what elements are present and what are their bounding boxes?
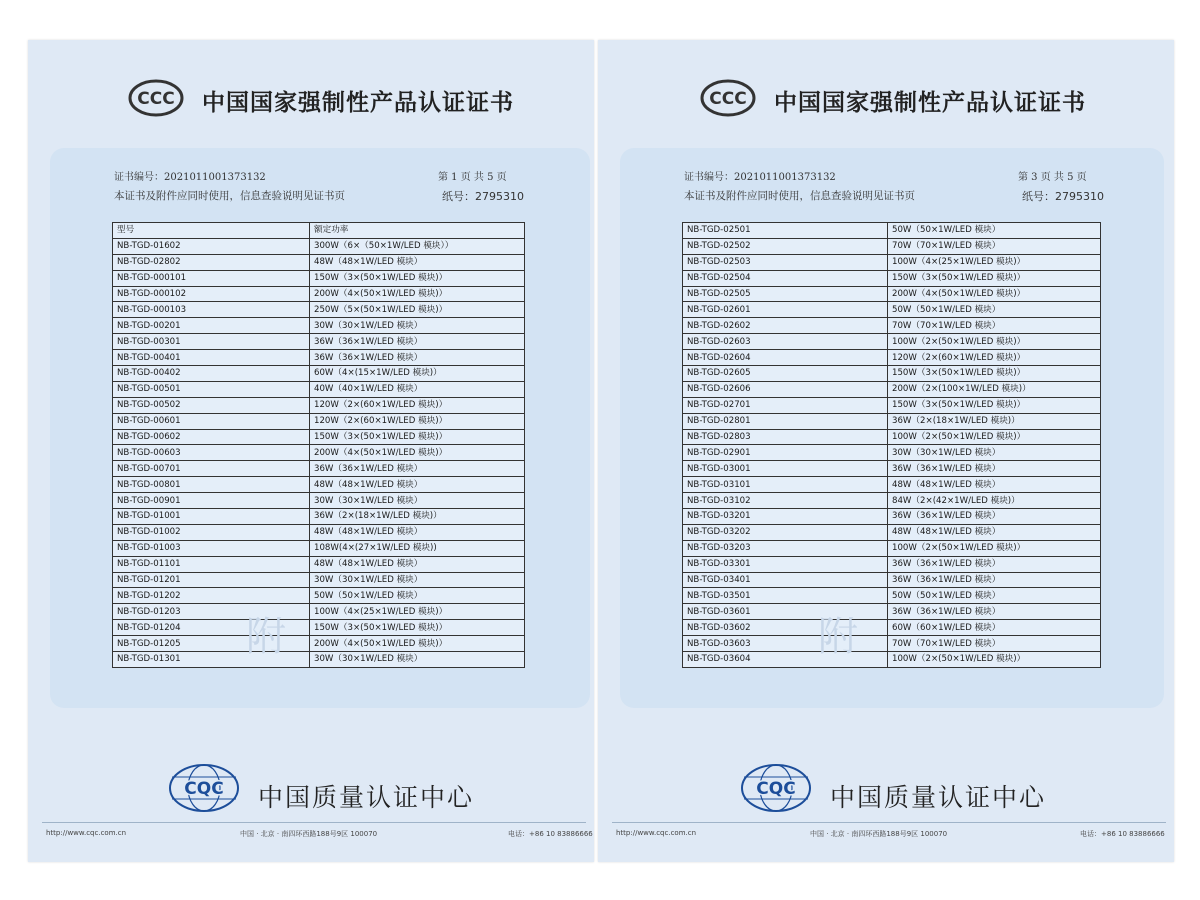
model-cell: NB-TGD-01101 [113,556,310,572]
table-row [113,524,525,540]
rated-power-cell: 150W（3×(50×1W/LED 模块)） [310,270,525,286]
rated-power-cell: 36W（2×(18×1W/LED 模块)） [888,413,1101,429]
model-cell: NB-TGD-03202 [683,524,888,540]
rated-power-cell: 100W（2×(50×1W/LED 模块)） [888,652,1101,668]
table-row [113,429,525,445]
table-row [683,381,1101,397]
usage-note: 本证书及附件应同时使用，信息查验说明见证书页 [684,190,915,202]
table-row [113,318,525,334]
table-row [683,524,1101,540]
rated-power-cell: 100W（4×(25×1W/LED 模块)） [310,604,525,620]
model-cell: NB-TGD-00701 [113,461,310,477]
table-row [683,636,1101,652]
model-cell: NB-TGD-01201 [113,572,310,588]
rated-power-cell: 70W（70×1W/LED 模块） [888,636,1101,652]
table-row [113,636,525,652]
rated-power-cell: 30W（30×1W/LED 模块） [310,493,525,509]
model-cell: NB-TGD-00401 [113,350,310,366]
certificate-page-1 [28,40,594,862]
rated-power-cell: 36W（36×1W/LED 模块） [888,509,1101,525]
rated-power-cell: 150W（3×(50×1W/LED 模块)） [310,429,525,445]
model-cell: NB-TGD-000101 [113,270,310,286]
rated-power-cell: 100W（2×(50×1W/LED 模块)） [888,540,1101,556]
model-cell: NB-TGD-01602 [113,238,310,254]
model-cell: NB-TGD-00501 [113,381,310,397]
rated-power-cell: 100W（2×(50×1W/LED 模块)） [888,334,1101,350]
model-cell: NB-TGD-01301 [113,652,310,668]
certificate-number: 证书编号：2021011001373132 [114,172,266,183]
model-cell: NB-TGD-01205 [113,636,310,652]
table-row [113,381,525,397]
rated-power-cell: 36W（36×1W/LED 模块） [310,334,525,350]
model-cell: NB-TGD-01203 [113,604,310,620]
rated-power-cell: 50W（50×1W/LED 模块） [888,588,1101,604]
table-row [683,445,1101,461]
model-cell: NB-TGD-01003 [113,540,310,556]
table-row [683,429,1101,445]
rated-power-cell: 200W（4×(50×1W/LED 模块)） [310,286,525,302]
table-row [113,588,525,604]
model-cell: NB-TGD-02602 [683,318,888,334]
ccc-mark-icon [700,78,756,118]
rated-power-cell: 100W（2×(50×1W/LED 模块)） [888,429,1101,445]
footer-divider [612,822,1166,823]
model-cell: NB-TGD-03101 [683,477,888,493]
model-cell: NB-TGD-02503 [683,254,888,270]
model-cell: NB-TGD-03401 [683,572,888,588]
model-cell: NB-TGD-02502 [683,238,888,254]
table-row [683,572,1101,588]
table-row [683,238,1101,254]
rated-power-cell: 150W（3×(50×1W/LED 模块)） [310,620,525,636]
rated-power-cell: 30W（30×1W/LED 模块） [310,572,525,588]
table-row [113,286,525,302]
watermark: 附 [246,614,286,660]
rated-power-cell: 36W（36×1W/LED 模块） [888,556,1101,572]
model-cell: NB-TGD-02501 [683,223,888,239]
issuer-name: 中国质量认证中心 [258,783,475,812]
footer-address: 中国 · 北京 · 南四环西路188号9区 100070 [810,830,948,838]
rated-power-cell: 36W（2×(18×1W/LED 模块)） [310,509,525,525]
rated-power-cell: 60W（60×1W/LED 模块） [888,620,1101,636]
table-row [683,556,1101,572]
rated-power-cell: 48W（48×1W/LED 模块） [310,477,525,493]
model-cell: NB-TGD-02801 [683,413,888,429]
rated-power-cell: 200W（2×(100×1W/LED 模块)） [888,381,1101,397]
table-row [113,413,525,429]
certificate-title: 中国国家强制性产品认证证书 [202,90,514,116]
ccc-mark-icon [128,78,184,118]
table-row [683,509,1101,525]
rated-power-cell: 48W（48×1W/LED 模块） [310,556,525,572]
footer-address: 中国 · 北京 · 南四环西路188号9区 100070 [240,830,378,838]
issuer-name: 中国质量认证中心 [830,783,1047,812]
rated-power-cell: 50W（50×1W/LED 模块） [310,588,525,604]
model-cell: NB-TGD-00603 [113,445,310,461]
table-row [683,588,1101,604]
model-cell: NB-TGD-03501 [683,588,888,604]
table-row [683,318,1101,334]
model-cell: NB-TGD-01204 [113,620,310,636]
model-cell: NB-TGD-00201 [113,318,310,334]
ccc-mark-text: CCC [709,89,747,109]
model-cell: NB-TGD-03203 [683,540,888,556]
table-row [683,604,1101,620]
rated-power-cell: 50W（50×1W/LED 模块） [888,223,1101,239]
model-cell: NB-TGD-03601 [683,604,888,620]
model-cell: NB-TGD-03602 [683,620,888,636]
certificate-title: 中国国家强制性产品认证证书 [774,90,1086,116]
model-cell: NB-TGD-000103 [113,302,310,318]
table-row [683,620,1101,636]
rated-power-cell: 120W（2×(60×1W/LED 模块)） [888,350,1101,366]
table-row [683,254,1101,270]
table-row [683,540,1101,556]
ccc-mark-text: CCC [137,89,175,109]
cqc-globe-icon [738,762,814,814]
model-cell: NB-TGD-01002 [113,524,310,540]
model-cell: NB-TGD-00601 [113,413,310,429]
rated-power-cell: 30W（30×1W/LED 模块） [888,445,1101,461]
table-row [683,397,1101,413]
model-cell: NB-TGD-03603 [683,636,888,652]
rated-power-cell: 250W（5×(50×1W/LED 模块)） [310,302,525,318]
model-cell: NB-TGD-03102 [683,493,888,509]
rated-power-cell: 108W(4×(27×1W/LED 模块)) [310,540,525,556]
rated-power-cell: 48W（48×1W/LED 模块） [310,524,525,540]
cqc-mark-text: CQC [184,779,224,799]
rated-power-cell: 300W（6×（50×1W/LED 模块）） [310,238,525,254]
rated-power-cell: 150W（3×(50×1W/LED 模块)） [888,270,1101,286]
rated-power-cell: 36W（36×1W/LED 模块） [888,461,1101,477]
model-cell: NB-TGD-01202 [113,588,310,604]
table-row [113,509,525,525]
header-rated-power: 额定功率 [310,223,525,239]
rated-power-cell: 70W（70×1W/LED 模块） [888,238,1101,254]
table-row [113,366,525,382]
footer-divider [42,822,586,823]
rated-power-cell: 48W（48×1W/LED 模块） [888,477,1101,493]
model-cell: NB-TGD-00502 [113,397,310,413]
rated-power-cell: 150W（3×(50×1W/LED 模块)） [888,397,1101,413]
model-cell: NB-TGD-00402 [113,366,310,382]
footer-url: http://www.cqc.com.cn [616,829,697,837]
rated-power-cell: 48W（48×1W/LED 模块） [888,524,1101,540]
rated-power-cell: 150W（3×(50×1W/LED 模块)） [888,366,1101,382]
model-cell: NB-TGD-00602 [113,429,310,445]
rated-power-cell: 200W（4×(50×1W/LED 模块)） [888,286,1101,302]
model-cell: NB-TGD-02604 [683,350,888,366]
cqc-globe-icon [166,762,242,814]
table-row [683,493,1101,509]
table-row [113,620,525,636]
model-power-table [682,222,1101,668]
rated-power-cell: 36W（36×1W/LED 模块） [310,350,525,366]
table-row [683,652,1101,668]
model-cell: NB-TGD-03001 [683,461,888,477]
table-row [113,238,525,254]
table-row [113,604,525,620]
table-row [683,286,1101,302]
table-row [113,270,525,286]
rated-power-cell: 84W（2×(42×1W/LED 模块)） [888,493,1101,509]
rated-power-cell: 70W（70×1W/LED 模块） [888,318,1101,334]
model-cell: NB-TGD-02803 [683,429,888,445]
page-indicator: 第 1 页 共 5 页 [438,172,507,183]
page-indicator: 第 3 页 共 5 页 [1018,172,1087,183]
table-row [683,350,1101,366]
table-row [113,397,525,413]
model-cell: NB-TGD-02605 [683,366,888,382]
certificate-number: 证书编号：2021011001373132 [684,172,836,183]
table-row [683,461,1101,477]
table-row [113,334,525,350]
paper-number: 纸号：2795310 [1022,190,1104,203]
model-cell: NB-TGD-00901 [113,493,310,509]
model-cell: NB-TGD-01001 [113,509,310,525]
table-row [113,477,525,493]
rated-power-cell: 200W（4×(50×1W/LED 模块)） [310,636,525,652]
table-row [683,302,1101,318]
model-cell: NB-TGD-02504 [683,270,888,286]
rated-power-cell: 50W（50×1W/LED 模块） [888,302,1101,318]
table-row [683,366,1101,382]
table-row [113,461,525,477]
model-cell: NB-TGD-02701 [683,397,888,413]
watermark: 附 [818,614,858,660]
footer-phone: 电话：+86 10 83886666 [1080,830,1165,838]
table-row [113,254,525,270]
rated-power-cell: 30W（30×1W/LED 模块） [310,318,525,334]
rated-power-cell: 36W（36×1W/LED 模块） [310,461,525,477]
model-power-table [112,222,525,668]
model-cell: NB-TGD-00301 [113,334,310,350]
model-cell: NB-TGD-02603 [683,334,888,350]
rated-power-cell: 60W（4×(15×1W/LED 模块)） [310,366,525,382]
model-cell: NB-TGD-03201 [683,509,888,525]
model-cell: NB-TGD-000102 [113,286,310,302]
table-row [113,350,525,366]
header-model: 型号 [113,223,310,239]
model-cell: NB-TGD-00801 [113,477,310,493]
table-row [683,270,1101,286]
rated-power-cell: 48W（48×1W/LED 模块） [310,254,525,270]
table-row [683,413,1101,429]
rated-power-cell: 30W（30×1W/LED 模块） [310,652,525,668]
table-row [113,302,525,318]
table-row [683,477,1101,493]
footer-phone: 电话：+86 10 83886666 [508,830,593,838]
table-row [113,493,525,509]
model-cell: NB-TGD-02606 [683,381,888,397]
rated-power-cell: 100W（4×(25×1W/LED 模块)） [888,254,1101,270]
rated-power-cell: 120W（2×(60×1W/LED 模块)） [310,397,525,413]
footer-url: http://www.cqc.com.cn [46,829,127,837]
table-header-row [113,223,525,239]
rated-power-cell: 40W（40×1W/LED 模块） [310,381,525,397]
table-row [113,652,525,668]
model-cell: NB-TGD-02802 [113,254,310,270]
model-cell: NB-TGD-02505 [683,286,888,302]
table-row [113,540,525,556]
rated-power-cell: 36W（36×1W/LED 模块） [888,604,1101,620]
table-row [113,572,525,588]
table-row [113,556,525,572]
rated-power-cell: 120W（2×(60×1W/LED 模块)） [310,413,525,429]
model-cell: NB-TGD-02601 [683,302,888,318]
paper-number: 纸号：2795310 [442,190,524,203]
model-cell: NB-TGD-03301 [683,556,888,572]
usage-note: 本证书及附件应同时使用，信息查验说明见证书页 [114,190,345,202]
model-cell: NB-TGD-02901 [683,445,888,461]
cqc-mark-text: CQC [756,779,796,799]
table-row [113,445,525,461]
rated-power-cell: 200W（4×(50×1W/LED 模块)） [310,445,525,461]
table-row [683,223,1101,239]
certificate-page-3 [598,40,1174,862]
rated-power-cell: 36W（36×1W/LED 模块） [888,572,1101,588]
model-cell: NB-TGD-03604 [683,652,888,668]
table-row [683,334,1101,350]
